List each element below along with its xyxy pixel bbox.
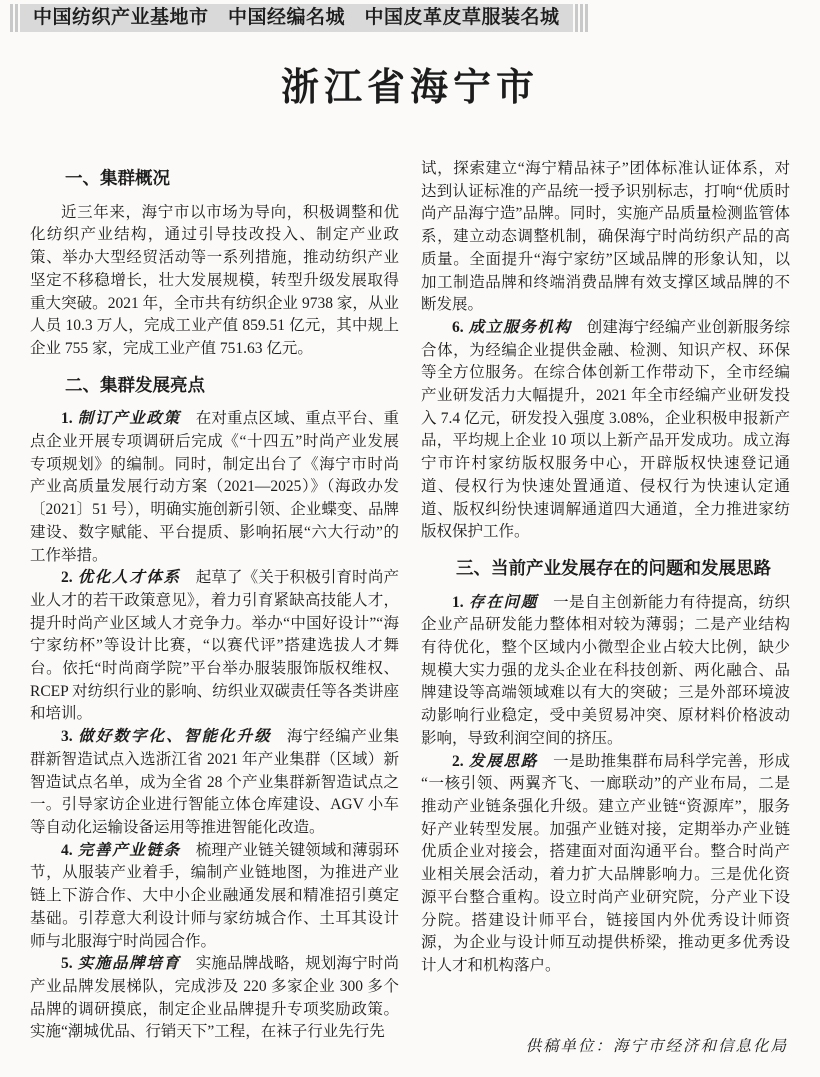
- item-label: 存在问题: [468, 593, 539, 611]
- banner-ornament-bars-right: [575, 4, 590, 32]
- list-item-1: [30, 408, 399, 567]
- item-label: 成立服务机构: [468, 318, 572, 336]
- item-label: 完善产业链条: [77, 841, 181, 859]
- item5-continuation-paragraph: 试，探索建立“海宁精品袜子”团体标准认证体系，对达到认证标准的产品统一授予识别标志，打响“优质时尚产品海宁造”品牌。同时，实施产品质量检测监管体系，建立动态调整机制，确保海宁时尚纺织产品的高质量。全面提升“海宁家纺”区域品牌的形象认知，以加工制造品牌和终端消费品牌有效支撑区域品牌的不断发展。: [421, 160, 790, 314]
- ornament-bar: [10, 4, 13, 32]
- item-label: 优化人才体系: [77, 569, 181, 587]
- ornament-bar: [585, 4, 588, 32]
- item-text: 梳理产业链关键领域和薄弱环节，从服装产业着手，编制产业链地图，为推进产业链上下游合作、大中小企业融通发展和精准招引奠定基础。引荐意大利设计师与家纺城合作、土耳其设计师与北服海宁时尚园合作。: [30, 841, 399, 950]
- section-heading-2: 二、集群发展亮点: [65, 374, 205, 395]
- item-text: 起草了《关于积极引育时尚产业人才的若干政策意见》，着力引育紧缺高技能人才，提升时尚产业区域人才竞争力。举办“中国好设计”“海宁家纺杯”等设计比赛，“以赛代评”搭建选拔人才舞台。依托“时尚商学院”平台举办服装服饰版权维权、RCEP 对纺织行业的影响、纺织业双碳责任等各类讲座和培训。: [30, 569, 399, 723]
- item-number: 2.: [61, 569, 73, 587]
- list-item-5: [30, 953, 399, 1044]
- item-label: 发展思路: [468, 752, 539, 770]
- page-title: 浙江省海宁市: [280, 67, 539, 109]
- list-item-4: [30, 840, 399, 954]
- section-heading-1: 一、集群概况: [65, 168, 170, 188]
- section-heading-3: 三、当前产业发展存在的问题和发展思路: [456, 557, 771, 578]
- item-number: 1.: [452, 593, 464, 611]
- item-text: 海宁经编产业集群新智造试点入选浙江省 2021 年产业集群（区域）新智造试点名单，成为全省 28 个产业集群新智造试点之一。引导家访企业进行智能立体仓库建设、AGV 小车等自动化运输设备运用等推进智能化改造。: [30, 728, 399, 836]
- ideas-item: [421, 751, 790, 978]
- overview-paragraph: 近三年来，海宁市以市场为导向，积极调整和优化纺织产业结构，通过引导技改投入、制定产业政策、举办大型经贸活动等一系列措施，推动纺织产业坚定不移稳增长，壮大发展规模，转型升级发展取得重大突破。2021 年，全市共有纺织企业 9738 家，从业人员 10.3 万人，完成工业产值 859.51 亿元，其中规上企业 755 家，完成工业产值 751.63 亿元。: [30, 203, 399, 357]
- list-item-3: [30, 726, 399, 840]
- ornament-bar: [580, 4, 583, 32]
- list-item-6: [421, 317, 790, 544]
- item-number: 3.: [61, 728, 73, 746]
- item-text: 创建海宁经编产业创新服务综合体，为经编企业提供金融、检测、知识产权、环保等全方位服务。在综合体创新工作带动下，全市经编产业研发活力大幅提升，2021 年全市经编产业研发投入 7.4 亿元，研发投入强度 3.08%，企业积极申报新产品，平均规上企业 10 项以上新产品开发成功。成立海宁市许村家纺版权服务中心，开辟版权快速登记通道、侵权行为快速处置通道、侵权行为快速认定通道、版权纠纷快速调解通道四大通道，全力推进家纺版权保护工作。: [421, 318, 790, 541]
- item-label: 制订产业政策: [77, 410, 181, 428]
- right-column: [421, 158, 790, 1058]
- item-number: 6.: [452, 318, 464, 336]
- item-label: 做好数字化、智能化升级: [77, 728, 272, 746]
- item-number: 4.: [61, 841, 73, 859]
- item-number: 1.: [61, 410, 73, 428]
- left-column: [30, 158, 399, 1058]
- item-number: 5.: [61, 955, 73, 973]
- item-text: 实施品牌战略，规划海宁时尚产业品牌发展梯队，完成涉及 220 多家企业 300 多个品牌的调研摸底，制定企业品牌提升专项奖励政策。实施“潮城优品、行销天下”工程，在袜子行业先行先: [30, 955, 399, 1041]
- banner-text: 中国纺织产业基地市 中国经编名城 中国皮革皮草服装名城: [20, 4, 573, 32]
- banner-ornament-bars-left: [10, 4, 20, 32]
- honor-title-banner: [10, 4, 590, 32]
- item-label: 实施品牌培育: [77, 955, 181, 973]
- ornament-bar: [15, 4, 18, 32]
- item-text: 一是自主创新能力有待提高，纺织企业产品研发能力整体相对较为薄弱；二是产业结构有待优化，整个区域内小微型企业占较大比例，缺少规模大实力强的龙头企业在科技创新、两化融合、品牌建设等高端领域难以有大的突破；三是外部环境波动影响行业稳定，受中美贸易冲突、原材料价格波动影响，导致利润空间的挤压。: [421, 593, 790, 747]
- list-item-2: [30, 567, 399, 726]
- item-text: 一是助推集群布局科学完善，形成“一核引领、两翼齐飞、一廊联动”的产业布局，二是推动产业链条强化升级。建立产业链“资源库”，服务好产业转型发展。加强产业链对接，定期举办产业链优质企业对接会，搭建面对面沟通平台。整合时尚产业相关展会活动，着力扩大品牌影响力。三是优化资源平台整合重构。设立时尚产业研究院，分产业下设分院。搭建设计师平台，链接国内外优秀设计师资源，为企业与设计师互动提供桥梁，推动更多优秀设计人才和机构落户。: [421, 752, 790, 974]
- problems-item: [421, 592, 790, 751]
- item-text: 在对重点区域、重点平台、重点企业开展专项调研后完成《“十四五”时尚产业发展专项规划》的编制。同时，制定出台了《海宁市时尚产业高质量发展行动方案（2021—2025）》（海政办发〔2021〕51 号），明确实施创新引领、企业蝶变、品牌建设、数字赋能、平台提质、影响拓展“六大行动”的工作举措。: [30, 410, 399, 564]
- ornament-bar: [575, 4, 578, 32]
- contribution-credit: 供稿单位：海宁市经济和信息化局: [525, 1037, 788, 1055]
- text-columns: [30, 158, 790, 1058]
- item-number: 2.: [452, 752, 464, 770]
